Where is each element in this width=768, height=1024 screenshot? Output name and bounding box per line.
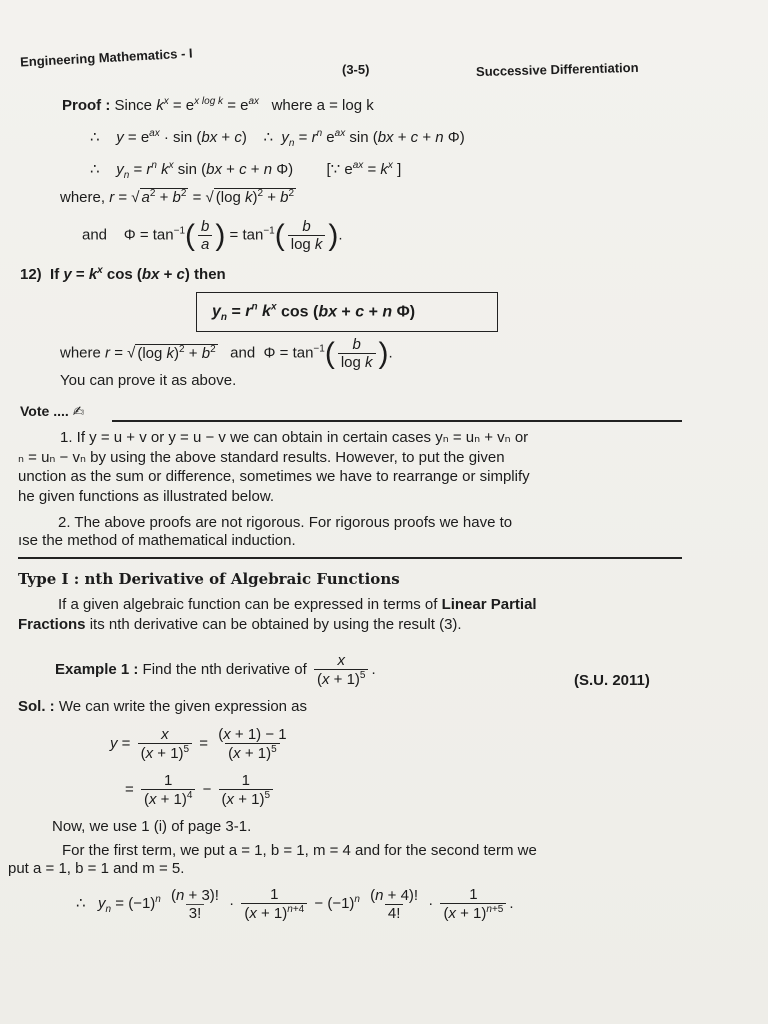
- example-label: Example 1 :: [55, 661, 139, 679]
- and-label: and: [82, 226, 108, 244]
- section-heading: Type I : nth Derivative of Algebraic Functions: [18, 570, 400, 588]
- since-word: Since: [114, 97, 153, 114]
- item-12-number: 12): [20, 266, 42, 283]
- solution-step-2: = $\frac{1}{(x + 1)^4}$ − $\frac{1}{(x + 1)^5}$: [125, 772, 276, 809]
- example-1: Example 1 : Find the nth derivative of $\frac{x}{(x + 1)^5}$ .: [55, 652, 376, 689]
- where-label: where,: [60, 189, 106, 206]
- book-title: Engineering Mathematics - I: [19, 45, 193, 70]
- type-1-para-line-b: Fractions its nth derivative can be obtained by using the result (3).: [18, 616, 462, 633]
- type-1-para-line-a: If a given algebraic function can be expressed in terms of Linear Partial: [58, 596, 537, 613]
- page-number: (3-5): [342, 62, 370, 77]
- proof-line-2: ∴ $y = e^{ax} \cdot \sin (bx + c)$ ∴ $y_n = r^n$ $e^{ax}$ sin (bx + c + n Φ): [90, 128, 465, 149]
- where-a: where a = log k: [271, 97, 374, 114]
- proof-label: Proof :: [62, 97, 111, 114]
- chapter-title: Successive Differentiation: [475, 59, 639, 80]
- note-rule-top: [112, 420, 682, 422]
- note-1-line-a: 1. If y = u + v or y = u − v we can obtain in certain cases yₙ = uₙ + vₙ or: [60, 429, 529, 446]
- note-1-line-c: unction as the sum or difference, sometimes we have to rearrange or simplify: [18, 468, 530, 485]
- note-1-line-d: he given functions as illustrated below.: [18, 488, 274, 505]
- prove-text: You can prove it as above.: [60, 372, 237, 389]
- item-12-where: where r = √ (log $k)^2 + b^2$ and $\Phi = \tan^{-1}$( $\frac{b}{\text{log k}}$ ).: [60, 336, 393, 372]
- boxed-formula: $y_n = r^n$ $k^x$ cos (bx + c + n Φ): [212, 302, 416, 324]
- note-rule-bottom: [18, 557, 682, 559]
- proof-line-1: Proof : Since $k^x = e^{x log k} = e^{ax}$ where a = log k: [62, 96, 374, 114]
- note-2-line-a: 2. The above proofs are not rigorous. For rigorous proofs we have to: [58, 514, 513, 531]
- solution-step-1: y = $\frac{x}{(x + 1)^5}$ = $\frac{(x + 1) - 1}{(x + 1)^5}$: [110, 726, 287, 763]
- proof-line-3: ∴ $y_n = r^n$ $k^x$ sin (bx + c + n Φ) [∵ $e^{ax} = k^x$ ]: [90, 160, 402, 181]
- pencil-icon: ✍: [72, 403, 85, 419]
- solution-intro: Sol. : We can write the given expression as: [18, 698, 308, 715]
- solution-first-line-b: put a = 1, b = 1 and m = 5.: [8, 860, 185, 877]
- item-12-statement: 12) If $y = k^x$ cos (bx + c) then: [20, 265, 226, 283]
- solution-final: ∴ $y_n = (-1)^n$ $\frac{(n + 3)!}{3!}$ · $\frac{1}{(x + 1)^{n+4}}$ − $(-1)^n$ $\frac{(n + 4)!}{4!}$ · $\frac{1}{(x + 1)^{n+5}}$ .: [76, 886, 514, 923]
- note-2-line-b: ıse the method of mathematical induction.: [18, 532, 296, 549]
- solution-now: Now, we use 1 (i) of page 3-1.: [52, 818, 252, 835]
- solution-label: Sol. :: [18, 698, 55, 715]
- solution-first-line-a: For the first term, we put a = 1, b = 1, m = 4 and for the second term we: [62, 842, 537, 859]
- exam-reference: (S.U. 2011): [574, 672, 650, 689]
- proof-line-5: and $\Phi = \tan^{-1}$( $\frac{b}{a}$ ) = $\tan^{-1}$( $\frac{b}{\text{log k}}$ ).: [82, 218, 343, 254]
- proof-line-4: where, r = √ $a^2 + b^2$ = √ (log $k)^2 + b^2$: [60, 188, 295, 206]
- note-label: Vote .... ✍: [20, 403, 85, 419]
- note-1-line-b: ₙ = uₙ − vₙ by using the above standard results. However, to put the given: [18, 449, 505, 466]
